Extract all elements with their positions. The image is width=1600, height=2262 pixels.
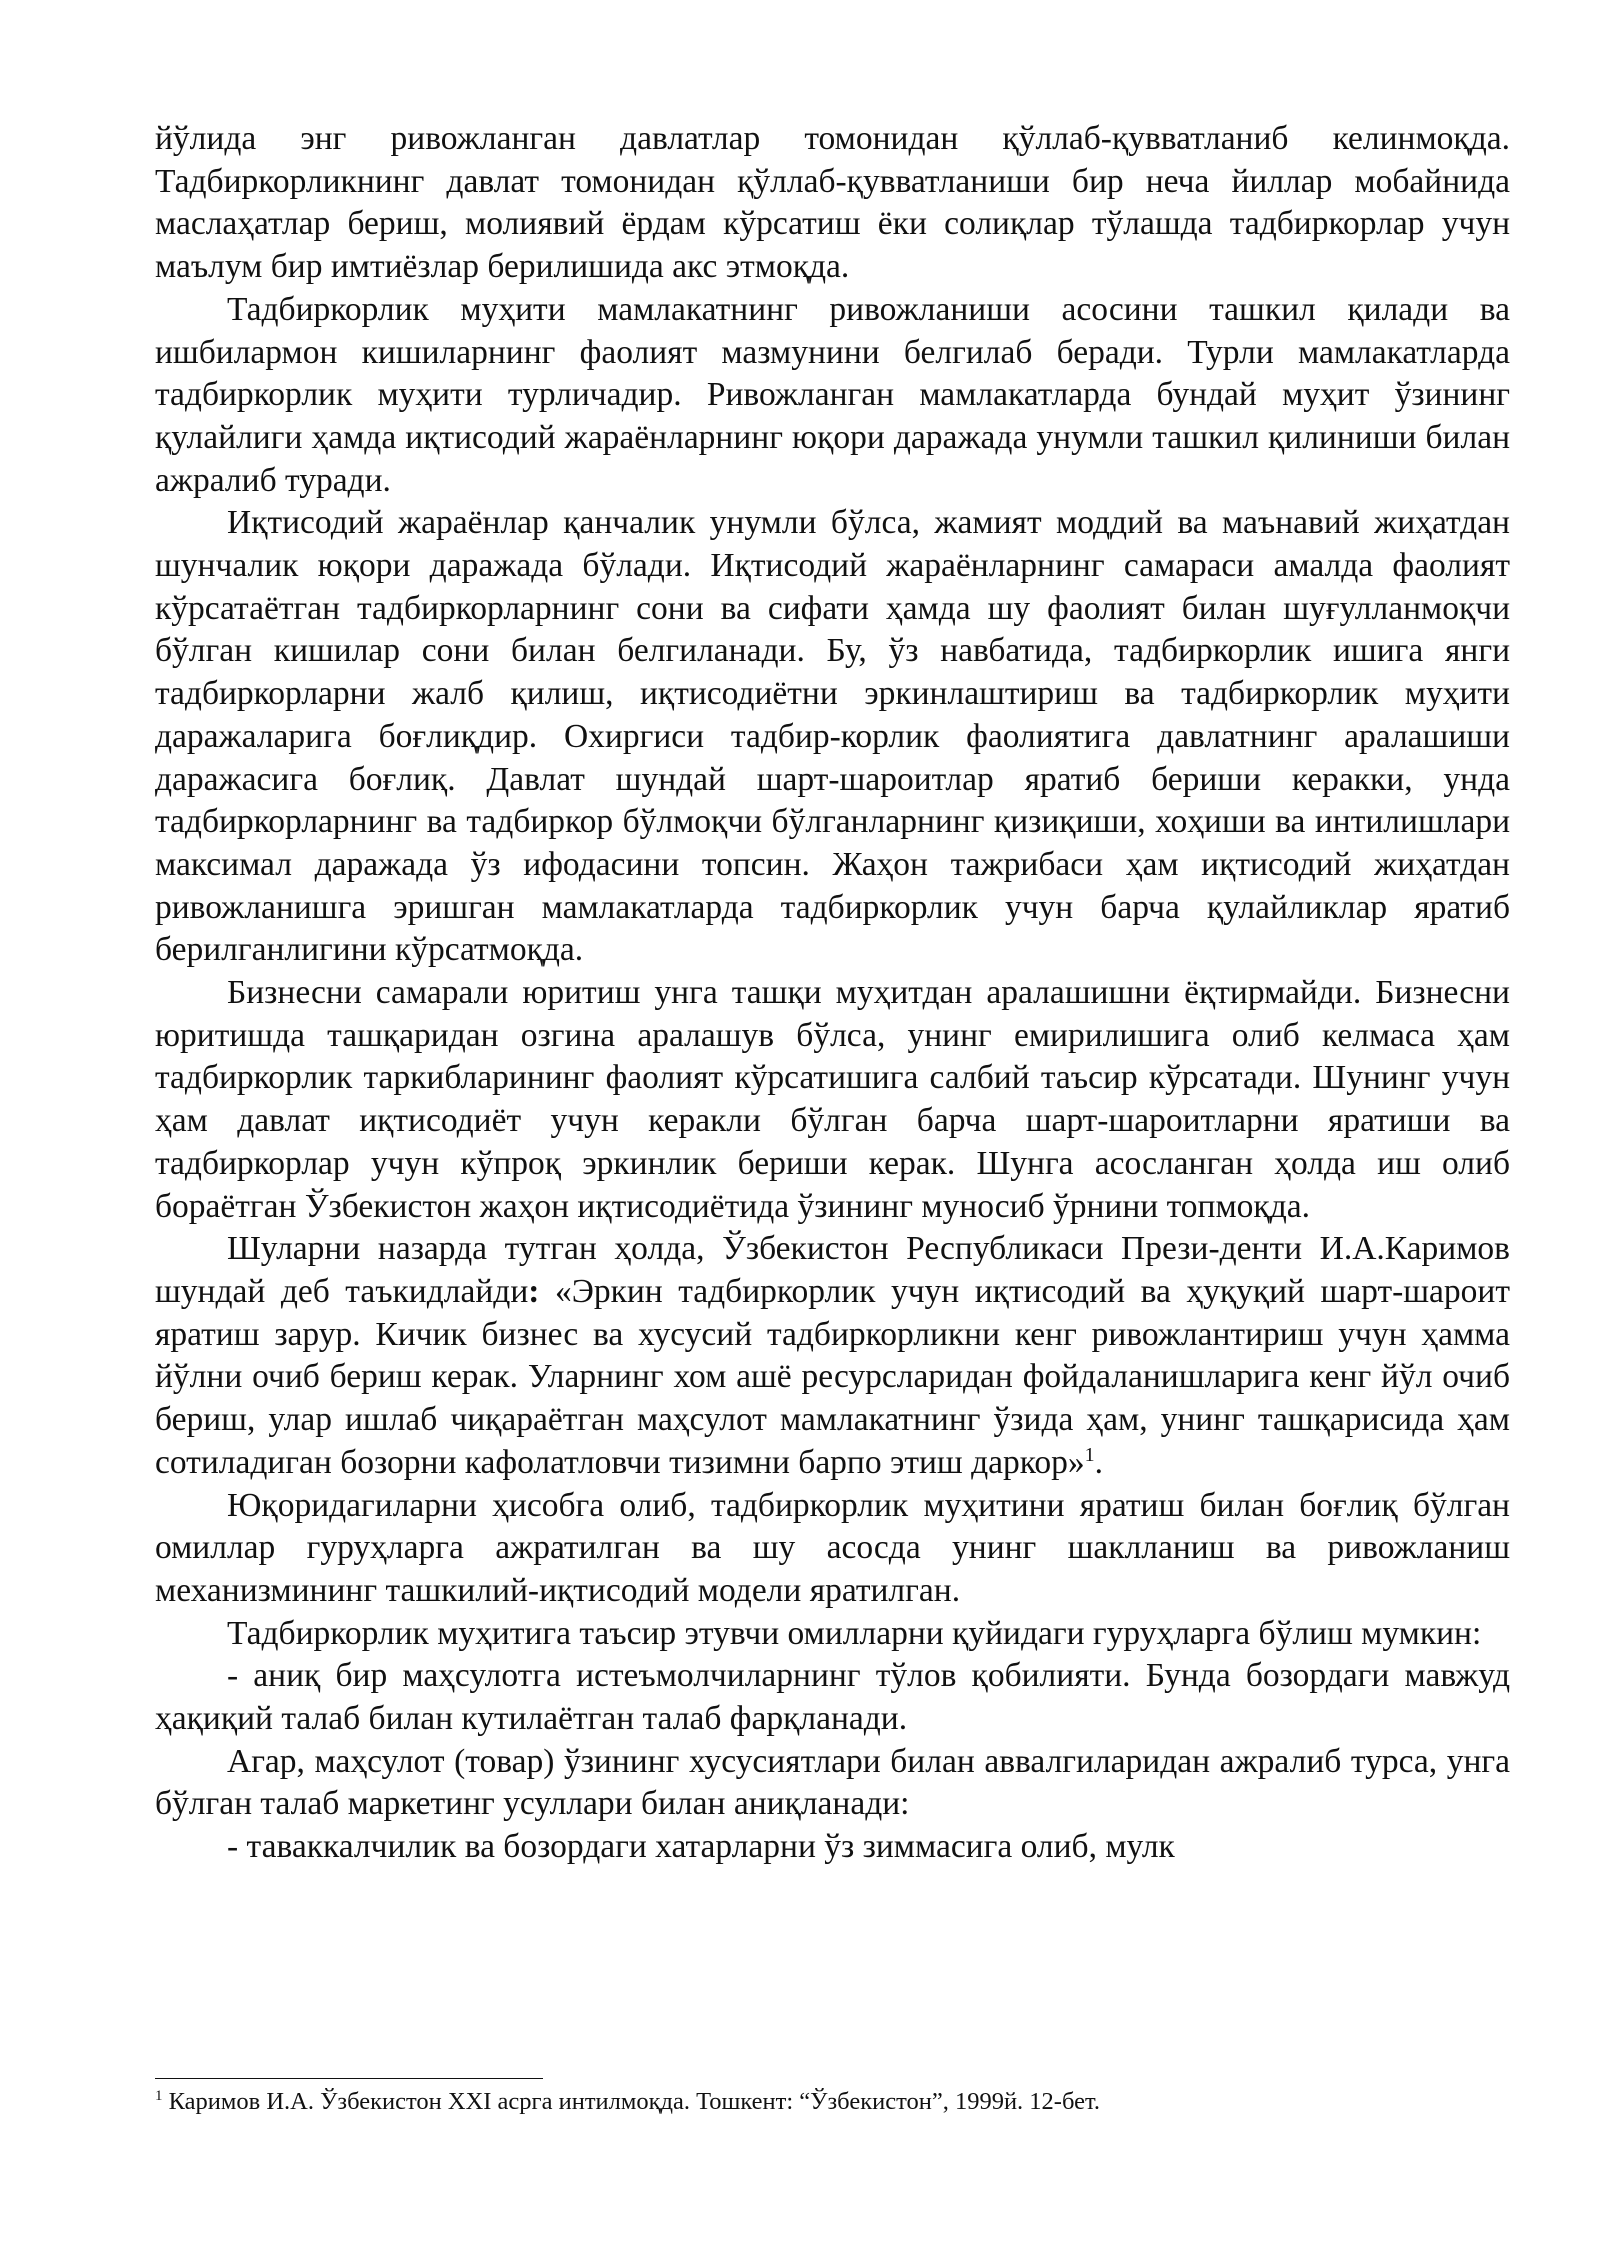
quote-text: «Эркин тадбиркорлик учун иқтисодий ва ҳуқуқий шарт-шароит яратиш зарур. Кичик бизнес ва хусусий тадбиркорликни кенг ривожлантириш учун ҳамма йўлни очиб бериш керак. Уларнинг хом ашё ресурсларидан фойдаланишларига кенг йўл очиб бериш, улар ишлаб чиқараётган маҳсулот мамлакатнинг ўзида ҳам, унинг ташқарисида ҳам сотиладиган бозорни кафолатловчи тизимни барпо этиш даркор» [155,1272,1510,1481]
paragraph: Тадбиркорлик муҳитига таъсир этувчи омилларни қуйидаги гуруҳларга бўлиш мумкин: [227,1614,1482,1652]
footnote-reference: 1 [1084,1443,1095,1466]
list-item: - таваккалчилик ва бозордаги хатарларни ўз зиммасига олиб, мулк [227,1828,1175,1866]
footnote-text: Каримов И.А. Ўзбекистон XXI асрга интилмоқда. Тошкент: “Ўзбекистон”, 1999й. 12-бет. [162,2088,1100,2115]
paragraph-continuation: йўлида энг ривожланган давлатлар томонидан қўллаб-қувватланиб келинмоқда. Тадбиркорликнинг давлат томонидан қўллаб-қувватланиши бир неча йиллар мобайнида маслаҳатлар бериш, молиявий ёрдам кўрсатиш ёки солиқлар тўлашда тадбиркорлар учун маълум бир имтиёзлар берилишида акс этмоқда. [155,120,1510,286]
document-body [155,118,1510,1869]
paragraph: Юқоридагиларни ҳисобга олиб, тадбиркорлик муҳитини яратиш билан боғлиқ бўлган омиллар гуруҳларга ажратилган ва шу асосда унинг шаклланиш ва ривожланиш механизмининг ташкилий-иқтисодий модели яратилган. [155,1486,1510,1609]
paragraph: Тадбиркорлик муҳити мамлакатнинг ривожланиши асосини ташкил қилади ва ишбилармон кишиларнинг фаолият мазмунини белгилаб беради. Турли мамлакатларда тадбиркорлик муҳити турличадир. Ривожланган мамлакатларда бундай муҳит ўзининг қулайлиги ҳамда иқтисодий жараёнларнинг юқори даражада унумли ташкил қилиниши билан ажралиб туради. [155,290,1510,499]
quote-paragraph [155,1228,1510,1484]
quote-intro: Шуларни назарда тутган ҳолда, Ўзбекистон Республикаси Прези-денти И.А.Каримов шундай деб таъкидлайди [155,1230,1510,1310]
paragraph: Бизнесни самарали юритиш унга ташқи муҳитдан аралашишни ёқтирмайди. Бизнесни юритишда ташқаридан озгина аралашув бўлса, унинг емирилишига олиб келмаса ҳам тадбиркорлик таркибларининг фаолият кўрсатишига салбий таъсир кўрсатади. Шунинг учун ҳам давлат иқтисодиёт учун керакли бўлган барча шарт-шароитларни яратиши ва тадбиркорлар учун кўпроқ эркинлик бериши керак. Шунга асосланган ҳолда иш олиб бораётган Ўзбекистон жаҳон иқтисодиётида ўзининг муносиб ўрнини топмоқда. [155,974,1510,1225]
quote-end: . [1094,1443,1103,1481]
paragraph: Агар, маҳсулот (товар) ўзининг хусусиятлари билан аввалгиларидан ажралиб турса, унга бўлган талаб маркетинг усуллари билан аниқланади: [155,1742,1510,1823]
quote-colon: : [528,1272,540,1310]
footnote-separator [155,2078,543,2079]
paragraph: Иқтисодий жараёнлар қанчалик унумли бўлса, жамият моддий ва маънавий жиҳатдан шунчалик юқори даражада бўлади. Иқтисодий жараёнларнинг самараси амалда фаолият кўрсатаётган тадбиркорларнинг сони ва сифати ҳамда шу фаолият билан шуғулланмоқчи бўлган кишилар сони билан белгиланади. Бу, ўз навбатида, тадбиркорлик ишига янги тадбиркорларни жалб қилиш, иқтисодиётни эркинлаштириш ва тадбиркорлик муҳити даражаларига боғлиқдир. Охиргиси тадбир-корлик фаолиятига давлатнинг аралашиши даражасига боғлиқ. Давлат шундай шарт-шароитлар яратиб бериши керакки, унда тадбиркорларнинг ва тадбиркор бўлмоқчи бўлганларнинг қизиқиши, хоҳиши ва интилишлари максимал даражада ўз ифодасини топсин. Жаҳон тажрибаси ҳам иқтисодий жиҳатдан ривожланишга эришган мамлакатларда тадбиркорлик учун барча қулайликлар яратиб берилганлигини кўрсатмоқда. [155,504,1510,969]
footnote-number: 1 [155,2087,163,2104]
footnote [155,2086,1510,2118]
list-item: - аниқ бир маҳсулотга истеъмолчиларнинг тўлов қобилияти. Бунда бозордаги мавжуд ҳақиқий талаб билан кутилаётган талаб фарқланади. [155,1657,1510,1738]
